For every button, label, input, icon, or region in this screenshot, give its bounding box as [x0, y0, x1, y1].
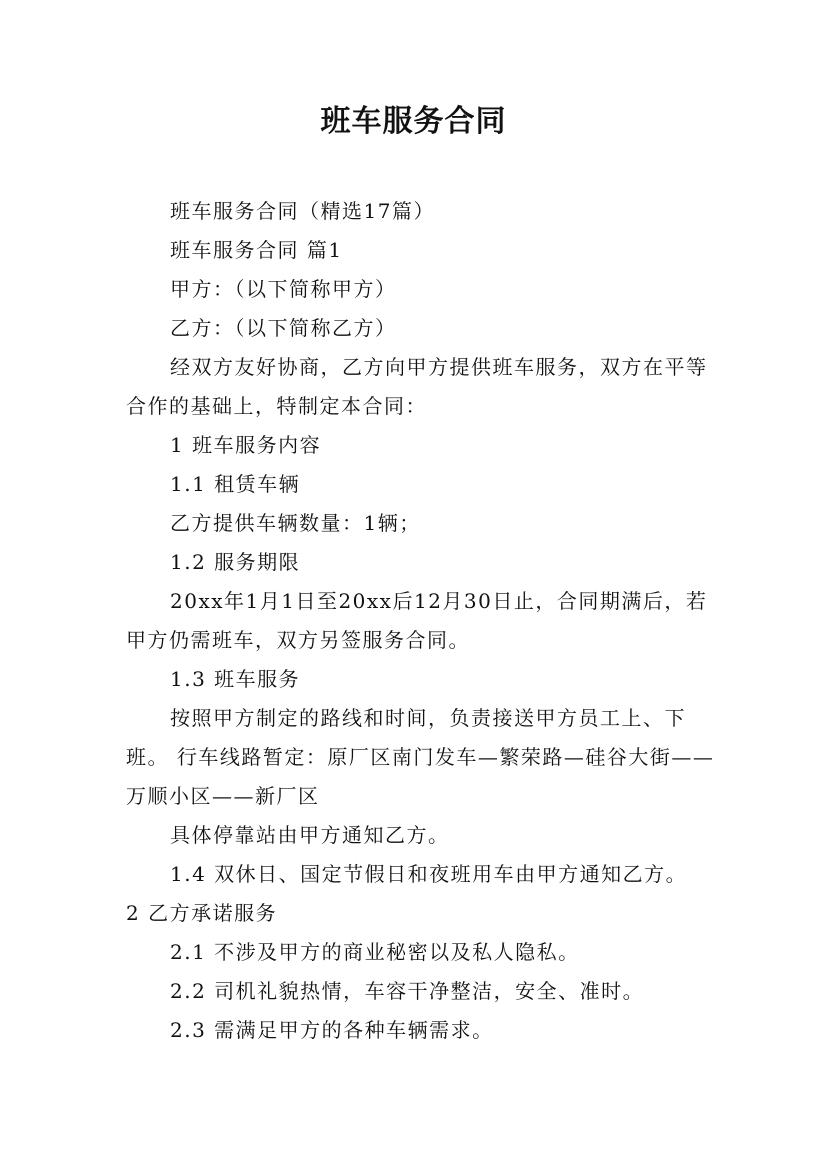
- paragraph-article-heading: 班车服务合同 篇1: [170, 238, 343, 262]
- paragraph-2-2: 2.2 司机礼貌热情，车容干净整洁，安全、准时。: [170, 979, 645, 1003]
- paragraph-vehicle-count: 乙方提供车辆数量：1辆；: [170, 511, 421, 535]
- section-heading-1-1: 1.1 租赁车辆: [170, 472, 301, 496]
- document-title: 班车服务合同: [320, 104, 507, 139]
- section-heading-1-2: 1.2 服务期限: [170, 550, 301, 574]
- section-heading-1: 1 班车服务内容: [170, 433, 322, 457]
- paragraph-2-1: 2.1 不涉及甲方的商业秘密以及私人隐私。: [170, 940, 580, 964]
- document-body: [126, 192, 716, 1050]
- section-heading-2: 2 乙方承诺服务: [126, 901, 278, 925]
- paragraph-stops: 具体停靠站由甲方通知乙方。: [170, 823, 450, 847]
- paragraph-subtitle: 班车服务合同（精选17篇）: [170, 199, 435, 223]
- paragraph-party-b: 乙方：（以下简称乙方）: [170, 316, 397, 340]
- paragraph-preamble: 经双方友好协商，乙方向甲方提供班车服务，双方在平等合作的基础上，特制定本合同：: [126, 355, 708, 418]
- paragraph-route: 按照甲方制定的路线和时间，负责接送甲方员工上、下班。 行车线路暂定：原厂区南门发车—繁荣路—硅谷大街——万顺小区——新厂区: [126, 706, 715, 808]
- section-heading-1-3: 1.3 班车服务: [170, 667, 301, 691]
- paragraph-2-3: 2.3 需满足甲方的各种车辆需求。: [170, 1018, 494, 1042]
- paragraph-party-a: 甲方：（以下简称甲方）: [170, 277, 397, 301]
- paragraph-1-4: 1.4 双休日、国定节假日和夜班用车由甲方通知乙方。: [170, 862, 688, 886]
- paragraph-service-period: 20xx年1月1日至20xx后12月30日止，合同期满后，若甲方仍需班车，双方另签服务合同。: [126, 589, 708, 652]
